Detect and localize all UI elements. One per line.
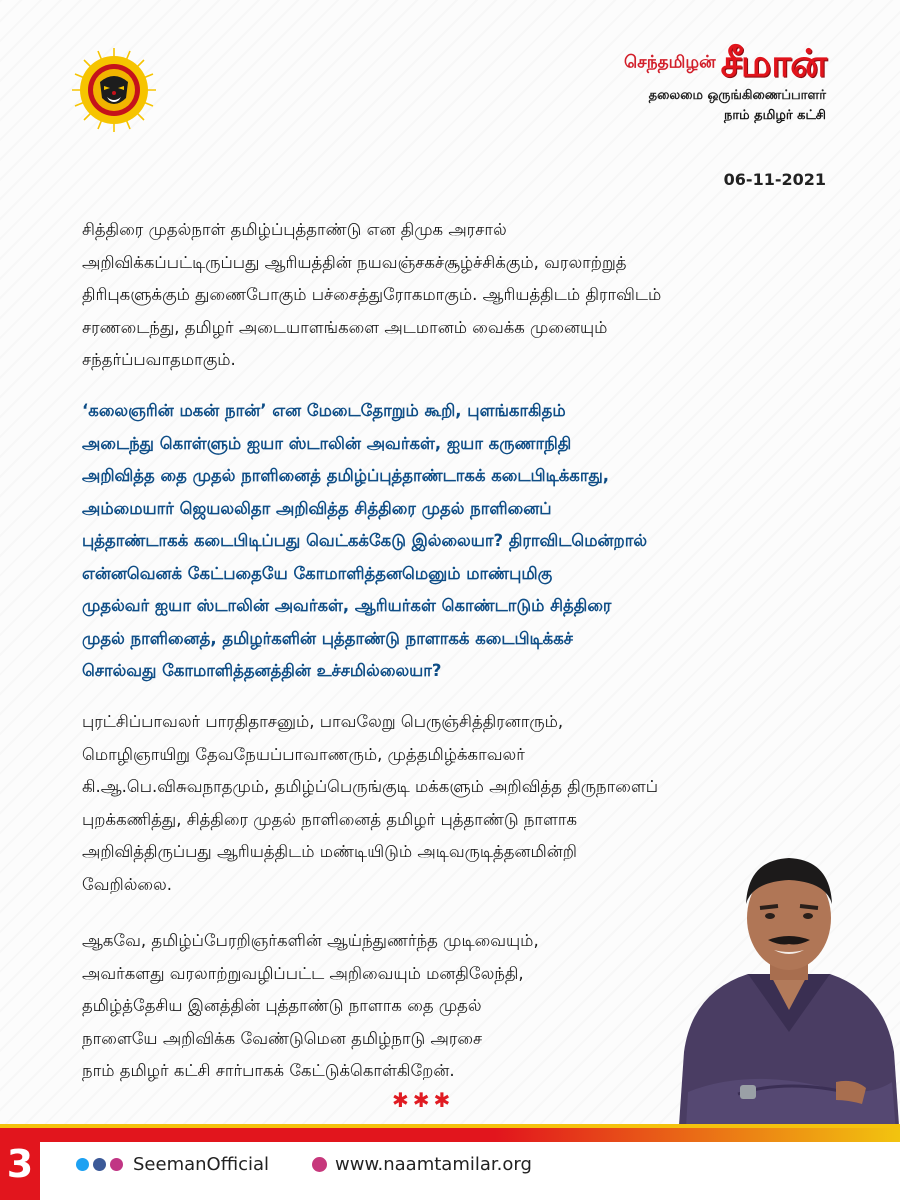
paragraph-4: ஆகவே, தமிழ்ப்பேரறிஞர்களின் ஆய்ந்துணர்ந்த முடிவையும், அவர்களது வரலாற்றுவழிப்பட்ட அறிவையும் மனதிலேந்தி, தமிழ்த்தேசிய இனத்தின் புத்தாண்டு நாளாக தை முதல் நாளையே அறிவிக்க வேண்டுமென தமிழ்நாடு அரசை நாம் தமிழர் கட்சி சார்பாகக் கேட்டுக்கொள்கிறேன். <box>82 931 539 1080</box>
brand-name: சீமான் <box>720 41 826 85</box>
social-handle[interactable]: SeemanOfficial <box>133 1154 270 1175</box>
social-links[interactable] <box>76 1154 269 1175</box>
facebook-icon[interactable] <box>93 1158 106 1171</box>
footer-color-band <box>0 1128 900 1142</box>
tiger-emblem-icon <box>72 48 156 132</box>
brand-role: தலைமை ஒருங்கிணைப்பாளர் <box>648 88 826 103</box>
globe-icon <box>312 1157 327 1172</box>
portrait-photo <box>678 842 900 1140</box>
paragraph-1: சித்திரை முதல்நாள் தமிழ்ப்புத்தாண்டு என திமுக அரசால் அறிவிக்கப்பட்டிருப்பது ஆரியத்தின் நயவஞ்சகச்சூழ்ச்சிக்கும், வரலாற்றுத் திரிபுகளுக்கும் துணைபோகும் பச்சைத்துரோகமாகும். ஆரியத்திடம் திராவிடம் சரணடைந்து, தமிழர் அடையாளங்களை அடமானம் வைக்க முனையும் சந்தர்ப்பவாதமாகும். <box>82 220 662 369</box>
page-number: 3 <box>0 1128 40 1200</box>
brand-prefix: செந்தமிழன் <box>624 52 716 73</box>
website-url[interactable]: www.naamtamilar.org <box>335 1154 532 1175</box>
twitter-icon[interactable] <box>76 1158 89 1171</box>
website-link[interactable] <box>312 1154 532 1175</box>
paragraph-2-highlight: ‘கலைஞரின் மகன் நான்’ என மேடைதோறும் கூறி, புளங்காகிதம் அடைந்து கொள்ளும் ஐயா ஸ்டாலின் அவர்கள், ஐயா கருணாநிதி அறிவித்த தை முதல் நாளினைத் தமிழ்ப்புத்தாண்டாகக் கடைபிடிக்காது, அம்மையார் ஜெயலலிதா அறிவித்த சித்திரை முதல் நாளினைப் புத்தாண்டாகக் கடைபிடிப்பது வெட்கக்கேடு இல்லையா? திராவிடமென்றால் என்னவெனக் கேட்பதையே கோமாளித்தனமெனும் மாண்புமிகு முதல்வர் ஐயா ஸ்டாலின் அவர்கள், ஆரியர்கள் கொண்டாடும் சித்திரை முதல் நாளினைத், தமிழர்களின் புத்தாண்டு நாளாகக் கடைபிடிக்கச் சொல்வது கோமாளித்தனத்தின் உச்சமில்லையா? <box>82 401 648 680</box>
instagram-icon[interactable] <box>110 1158 123 1171</box>
brand-title <box>624 41 826 85</box>
brand-block <box>624 41 826 124</box>
paragraph-3: புரட்சிப்பாவலர் பாரதிதாசனும், பாவலேறு பெருஞ்சித்திரனாரும், மொழிஞாயிறு தேவநேயப்பாவாணரும், முத்தமிழ்க்காவலர் கி.ஆ.பெ.விசுவநாதமும், தமிழ்ப்பெருங்குடி மக்களும் அறிவித்த திருநாளைப் புறக்கணித்து, சித்திரை முதல் நாளினைத் தமிழர் புத்தாண்டு நாளாக அறிவித்திருப்பது ஆரியத்திடம் மண்டியிடும் அடிவருடித்தனமின்றி வேறில்லை. <box>82 712 659 894</box>
party-name: நாம் தமிழர் கட்சி <box>723 108 826 123</box>
closing-stars: ✱✱✱ <box>392 1088 455 1112</box>
statement-date: 06-11-2021 <box>723 170 826 189</box>
